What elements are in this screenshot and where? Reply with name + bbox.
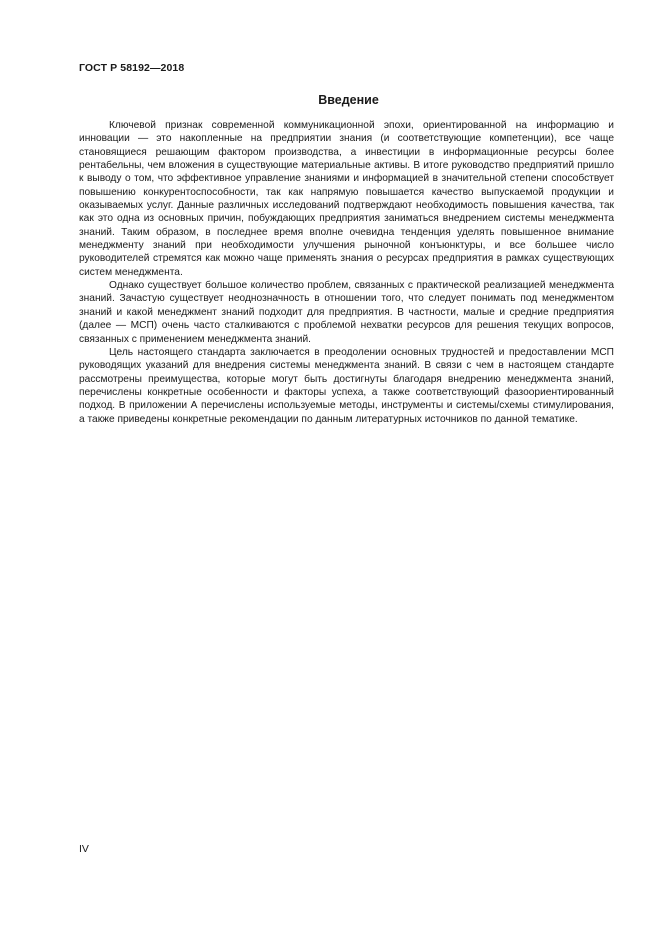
section-body xyxy=(79,119,614,426)
paragraph-1: Ключевой признак современной коммуникационной эпохи, ориентированной на информацию и инновации — это накопленные на предприятии знания (и соответствующие компетенции), все чаще становящиеся решающим фактором производства, а инвестиции в информационные ресурсы более рентабельны, чем вложения в существующие материальные активы. В итоге руководство предприятий пришло к выводу о том, что эффективное управление знаниями и информацией в значительной степени способствует повышению конкурентоспособности, так как напрямую повышается качество выпускаемой продукции и оказываемых услуг. Данные различных исследований подтверждают необходимость повышения качества, так как это одна из основных причин, побуждающих предприятия заниматься внедрением системы менеджмента знаний. Таким образом, в последнее время вполне очевидна тенденция уделять повышенное внимание менеджменту знаний при необходимости улучшения рыночной конъюнктуры, и все большее число руководителей стремятся как можно чаще применять знания о ресурсах предприятия в рамках существующих систем менеджмента. xyxy=(79,120,614,278)
page-number: IV xyxy=(79,843,89,855)
section-title: Введение xyxy=(318,93,379,107)
document-code: ГОСТ Р 58192—2018 xyxy=(79,62,185,74)
paragraph-3: Цель настоящего стандарта заключается в преодолении основных трудностей и предоставлении МСП руководящих указаний для внедрения системы менеджмента знаний. В связи с чем в настоящем стандарте рассмотрены преимущества, которые могут быть достигнуты благодаря внедрению менеджмента знаний, перечислены конкретные особенности и факторы успеха, а также соответствующий фазоориентированный подход. В приложении А перечислены используемые методы, инструменты и системы/схемы стимулирования, а также приведены конкретные рекомендации по данным литературных источников по данной тематике. xyxy=(79,346,614,425)
paragraph-2: Однако существует большое количество проблем, связанных с практической реализацией менеджмента знаний. Зачастую существует неоднозначность в отношении того, что следует понимать под менеджментом знаний и какой менеджмент знаний подходит для предприятия. В частности, малые и средние предприятия (далее — МСП) очень часто сталкиваются с проблемой нехватки ресурсов для решения текущих вопросов, связанных с применением менеджмента знаний. xyxy=(79,280,614,345)
